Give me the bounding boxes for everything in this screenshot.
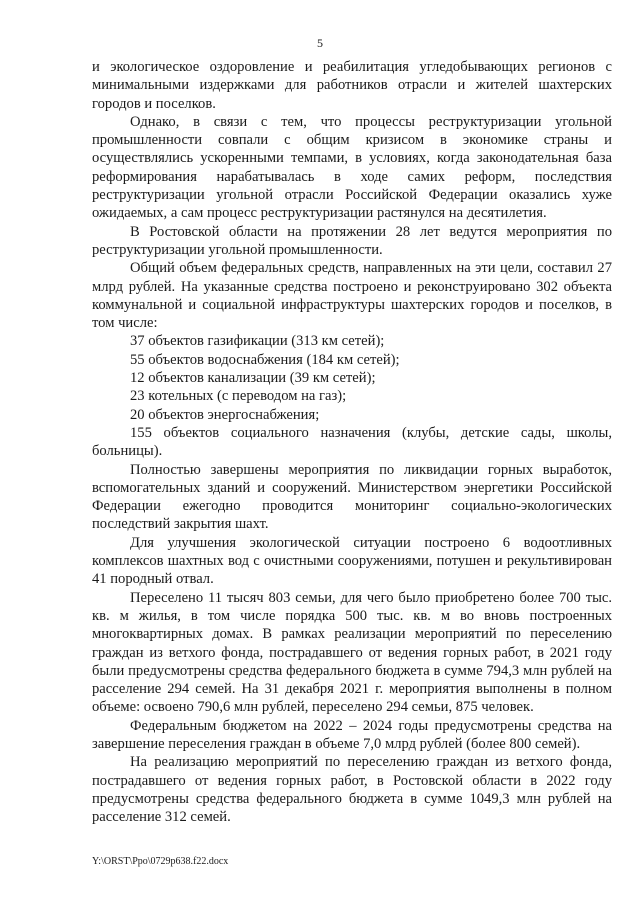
page-number: 5 [317, 36, 323, 50]
paragraph: Однако, в связи с тем, что процессы реструктуризации угольной промышленности совпали с общим кризисом в экономике страны и осуществлялись ускоренными темпами, в условиях, когда законодательная база реформирования нарабатывалась в ходе самих реформ, последствия реструктуризации угольной отрасли Российской Федерации оказались хуже ожидаемых, а сам процесс реструктуризации растянулся на десятилетия. [92, 113, 612, 222]
paragraph: Переселено 11 тысяч 803 семьи, для чего было приобретено более 700 тыс. кв. м жилья, в том числе порядка 500 тыс. кв. м во вновь построенных многоквартирных домах. В рамках реализации мероприятий по переселению граждан из ветхого фонда, пострадавшего от ведения горных работ, в 2021 году были предусмотрены средства федерального бюджета в сумме 794,3 млн рублей на расселение 294 семей. На 31 декабря 2021 г. мероприятия выполнены в полном объеме: освоено 790,6 млн рублей, переселено 294 семьи, 875 человек. [92, 589, 612, 716]
paragraph: Федеральным бюджетом на 2022 – 2024 годы предусмотрены средства на завершение переселения граждан в объеме 7,0 млрд рублей (более 800 семей). [92, 717, 612, 752]
list-item: 12 объектов канализации (39 км сетей); [130, 370, 376, 387]
paragraph: Для улучшения экологической ситуации построено 6 водоотливных комплексов шахтных вод с очистными сооружениями, потушен и рекультивирован 41 породный отвал. [92, 534, 612, 588]
document-body [92, 58, 612, 826]
paragraph: В Ростовской области на протяжении 28 лет ведутся мероприятия по реструктуризации угольной промышленности. [92, 223, 612, 258]
list-item: 155 объектов социального назначения (клубы, детские сады, школы, больницы). [92, 424, 612, 460]
paragraph-continuation: и экологическое оздоровление и реабилитация угледобывающих регионов с минимальными издержками для работников отрасли и жителей шахтерских городов и поселков. [92, 59, 612, 112]
paragraph: Общий объем федеральных средств, направленных на эти цели, составил 27 млрд рублей. На указанные средства построено и реконструировано 302 объекта коммунальной и социальной инфраструктуры шахтерских городов и поселков, в том числе: [92, 260, 612, 332]
list-item: 23 котельных (с переводом на газ); [130, 388, 347, 405]
list-item: 20 объектов энергоснабжения; [130, 406, 320, 423]
footer-file-path: Y:\ORST\Ppo\0729p638.f22.docx [92, 856, 229, 867]
paragraph: Полностью завершены мероприятия по ликвидации горных выработок, вспомогательных зданий и сооружений. Министерством энергетики Российской Федерации ежегодно проводится мониторинг социально-экологических последствий закрытия шахт. [92, 461, 612, 533]
paragraph: На реализацию мероприятий по переселению граждан из ветхого фонда, пострадавшего от ведения горных работ, в Ростовской области в 2022 году предусмотрены средства федерального бюджета в сумме 1049,3 млн рублей на расселение 312 семей. [92, 754, 612, 826]
list-item: 37 объектов газификации (313 км сетей); [130, 333, 385, 350]
list-item: 55 объектов водоснабжения (184 км сетей); [130, 351, 400, 368]
